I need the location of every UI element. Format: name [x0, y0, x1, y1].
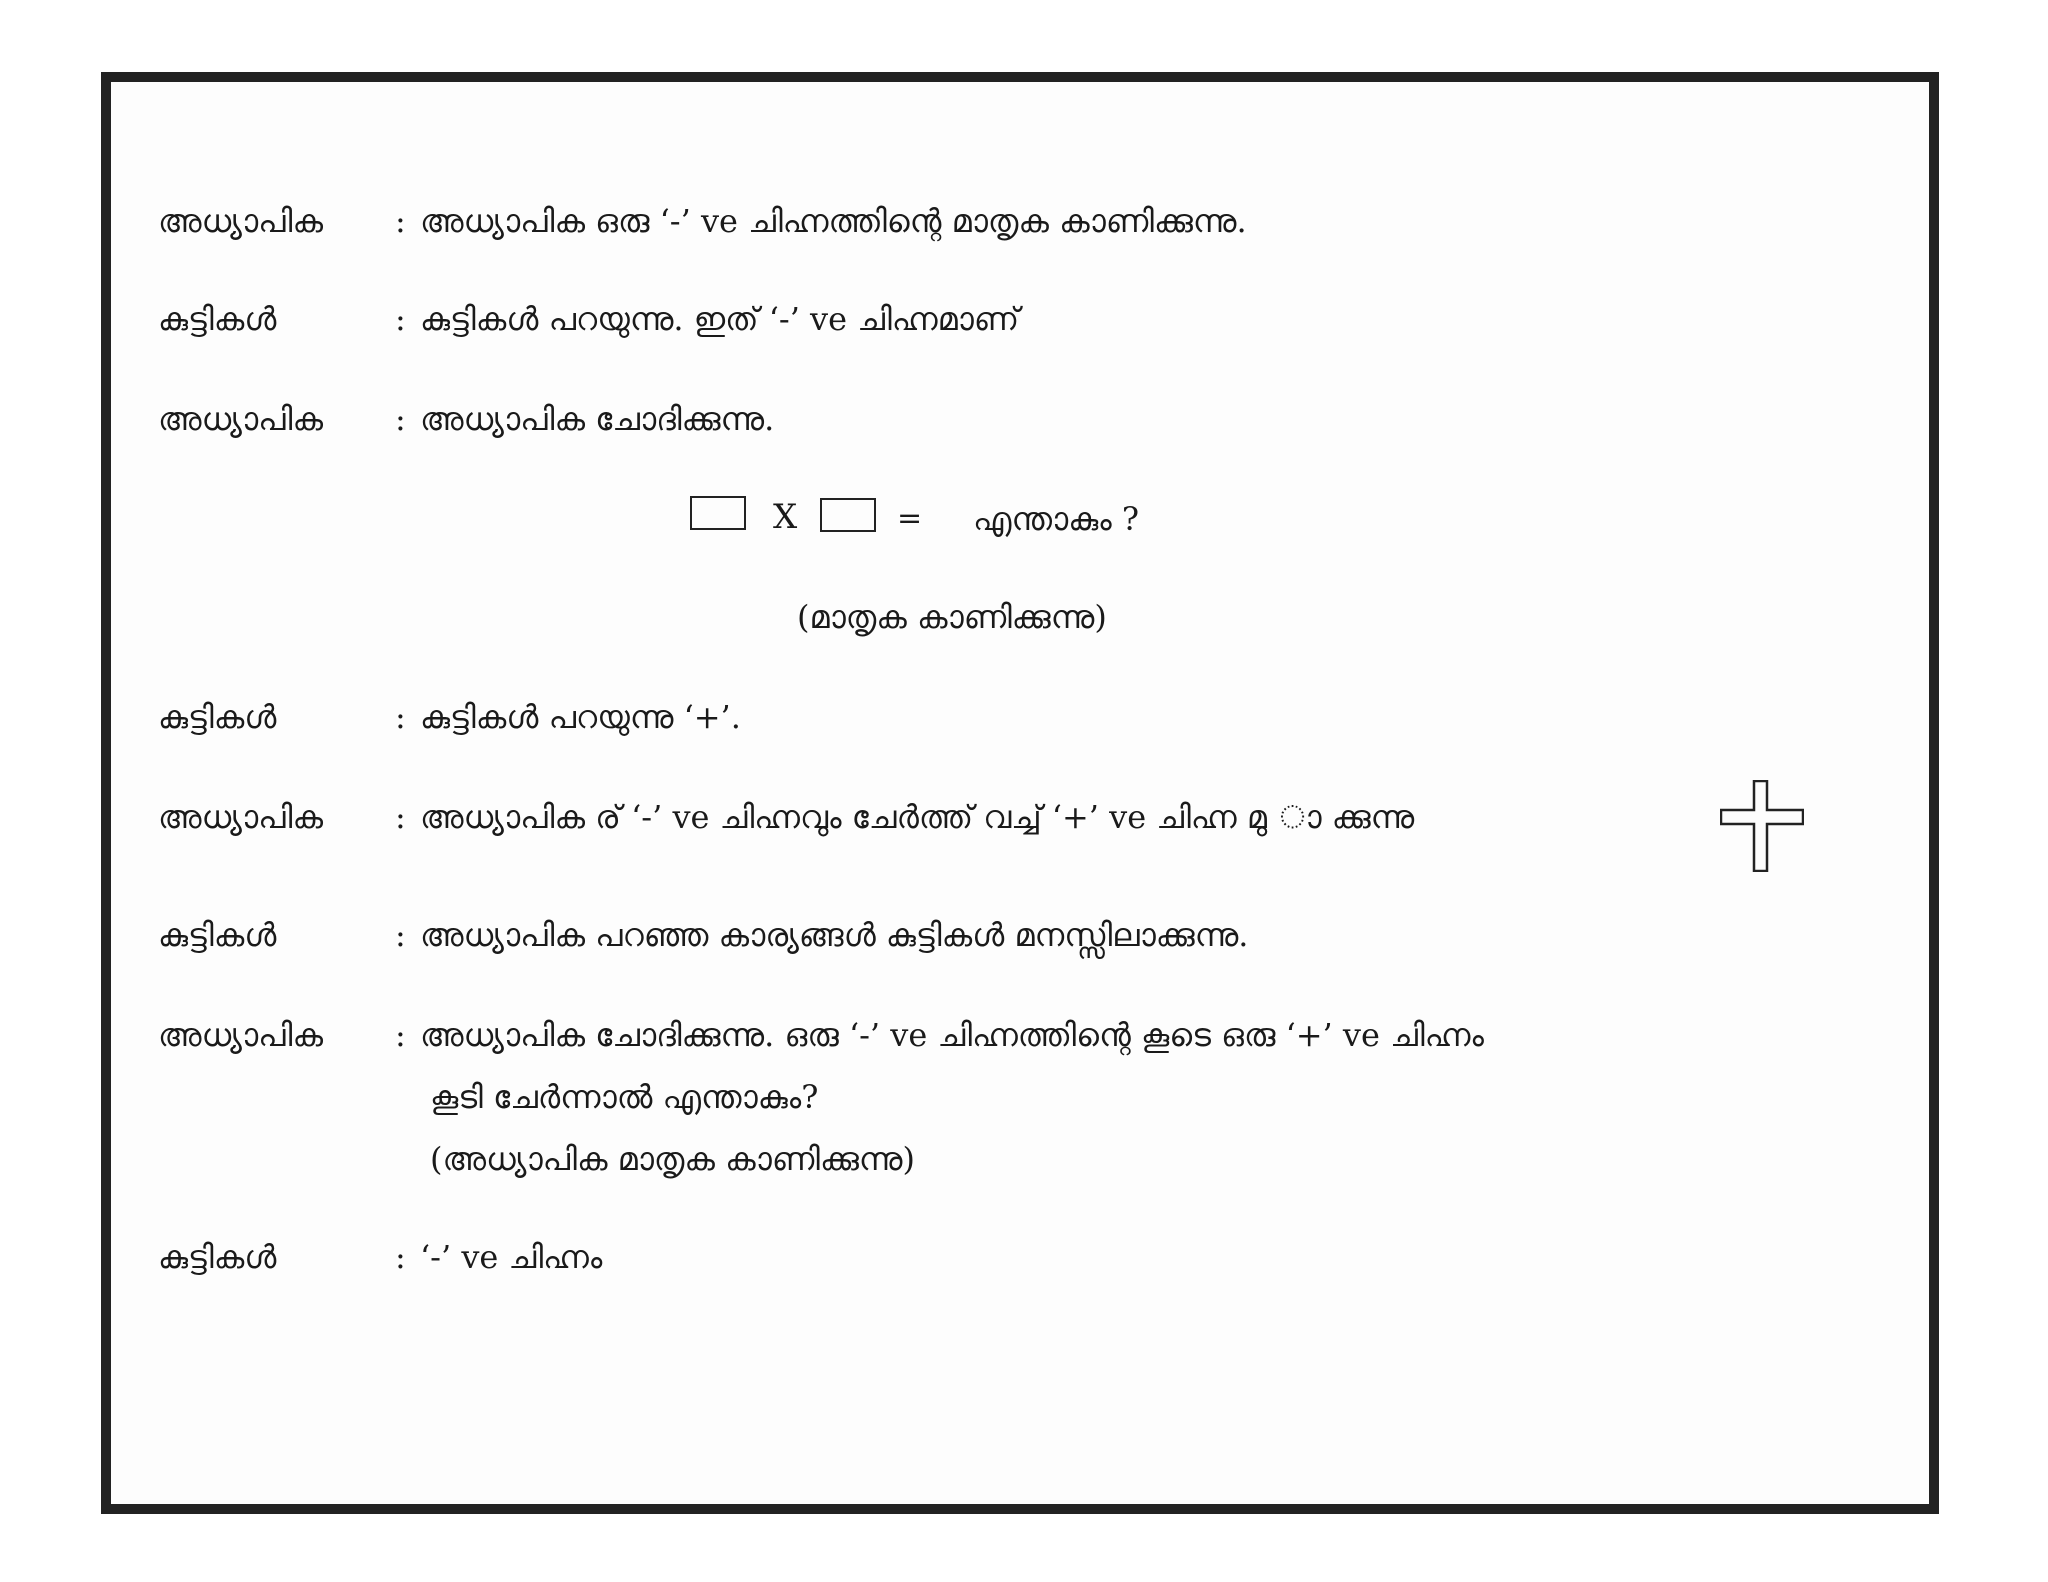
- colon-separator: :: [395, 916, 406, 954]
- colon-separator: :: [395, 1016, 406, 1054]
- dialogue-text: കുട്ടികൾ പറയുന്നു ‘+’.: [420, 698, 741, 736]
- speaker-label: അധ്യാപിക: [158, 202, 323, 240]
- continuation-line-2: (അധ്യാപിക മാതൃക കാണിക്കുന്നു): [430, 1140, 915, 1178]
- dialogue-text: അധ്യാപിക പറഞ്ഞ കാര്യങ്ങൾ കുട്ടികൾ മനസ്സിലാക്കുന്നു.: [420, 916, 1249, 954]
- times-symbol: X: [773, 497, 798, 537]
- dialogue-text: അധ്യാപിക ചോദിക്കുന്നു.: [420, 400, 775, 438]
- speaker-label: കുട്ടികൾ: [158, 698, 277, 736]
- plus-sign-cross-icon: [1720, 780, 1804, 872]
- empty-box-icon: [690, 496, 746, 530]
- speaker-label: അധ്യാപിക: [158, 798, 323, 836]
- equals-symbol: =: [897, 501, 923, 536]
- speaker-label: കുട്ടികൾ: [158, 916, 277, 954]
- speaker-label: കുട്ടികൾ: [158, 1238, 277, 1276]
- colon-separator: :: [395, 400, 406, 438]
- colon-separator: :: [395, 698, 406, 736]
- dialogue-text: കുട്ടികൾ പറയുന്നു. ഇത് ‘-’ ve ചിഹ്നമാണ്: [420, 300, 1020, 338]
- colon-separator: :: [395, 300, 406, 338]
- equation-question: എന്താകും ?: [973, 500, 1139, 538]
- dialogue-text: അധ്യാപിക ചോദിക്കുന്നു. ഒരു ‘-’ ve ചിഹ്നത്തിന്റെ കൂടെ ഒരു ‘+’ ve ചിഹ്നം: [420, 1016, 1484, 1054]
- continuation-line-1: കൂടി ചേർന്നാൽ എന്താകും?: [430, 1078, 819, 1116]
- empty-box-icon: [820, 498, 876, 532]
- speaker-label: കുട്ടികൾ: [158, 300, 277, 338]
- equation-note: (മാതൃക കാണിക്കുന്നു): [797, 598, 1107, 636]
- speaker-label: അധ്യാപിക: [158, 1016, 323, 1054]
- speaker-label: അധ്യാപിക: [158, 400, 323, 438]
- colon-separator: :: [395, 202, 406, 240]
- dialogue-text: അധ്യാപിക ര് ‘-’ ve ചിഹ്നവും ചേർത്ത് വച്ച് ‘+’ ve ചിഹ്ന മു ാ ക്കുന്നു: [420, 798, 1415, 836]
- dialogue-text: അധ്യാപിക ഒരു ‘-’ ve ചിഹ്നത്തിന്റെ മാതൃക കാണിക്കുന്നു.: [420, 202, 1247, 240]
- colon-separator: :: [395, 1238, 406, 1276]
- colon-separator: :: [395, 798, 406, 836]
- dialogue-text: ‘-’ ve ചിഹ്നം: [420, 1238, 603, 1276]
